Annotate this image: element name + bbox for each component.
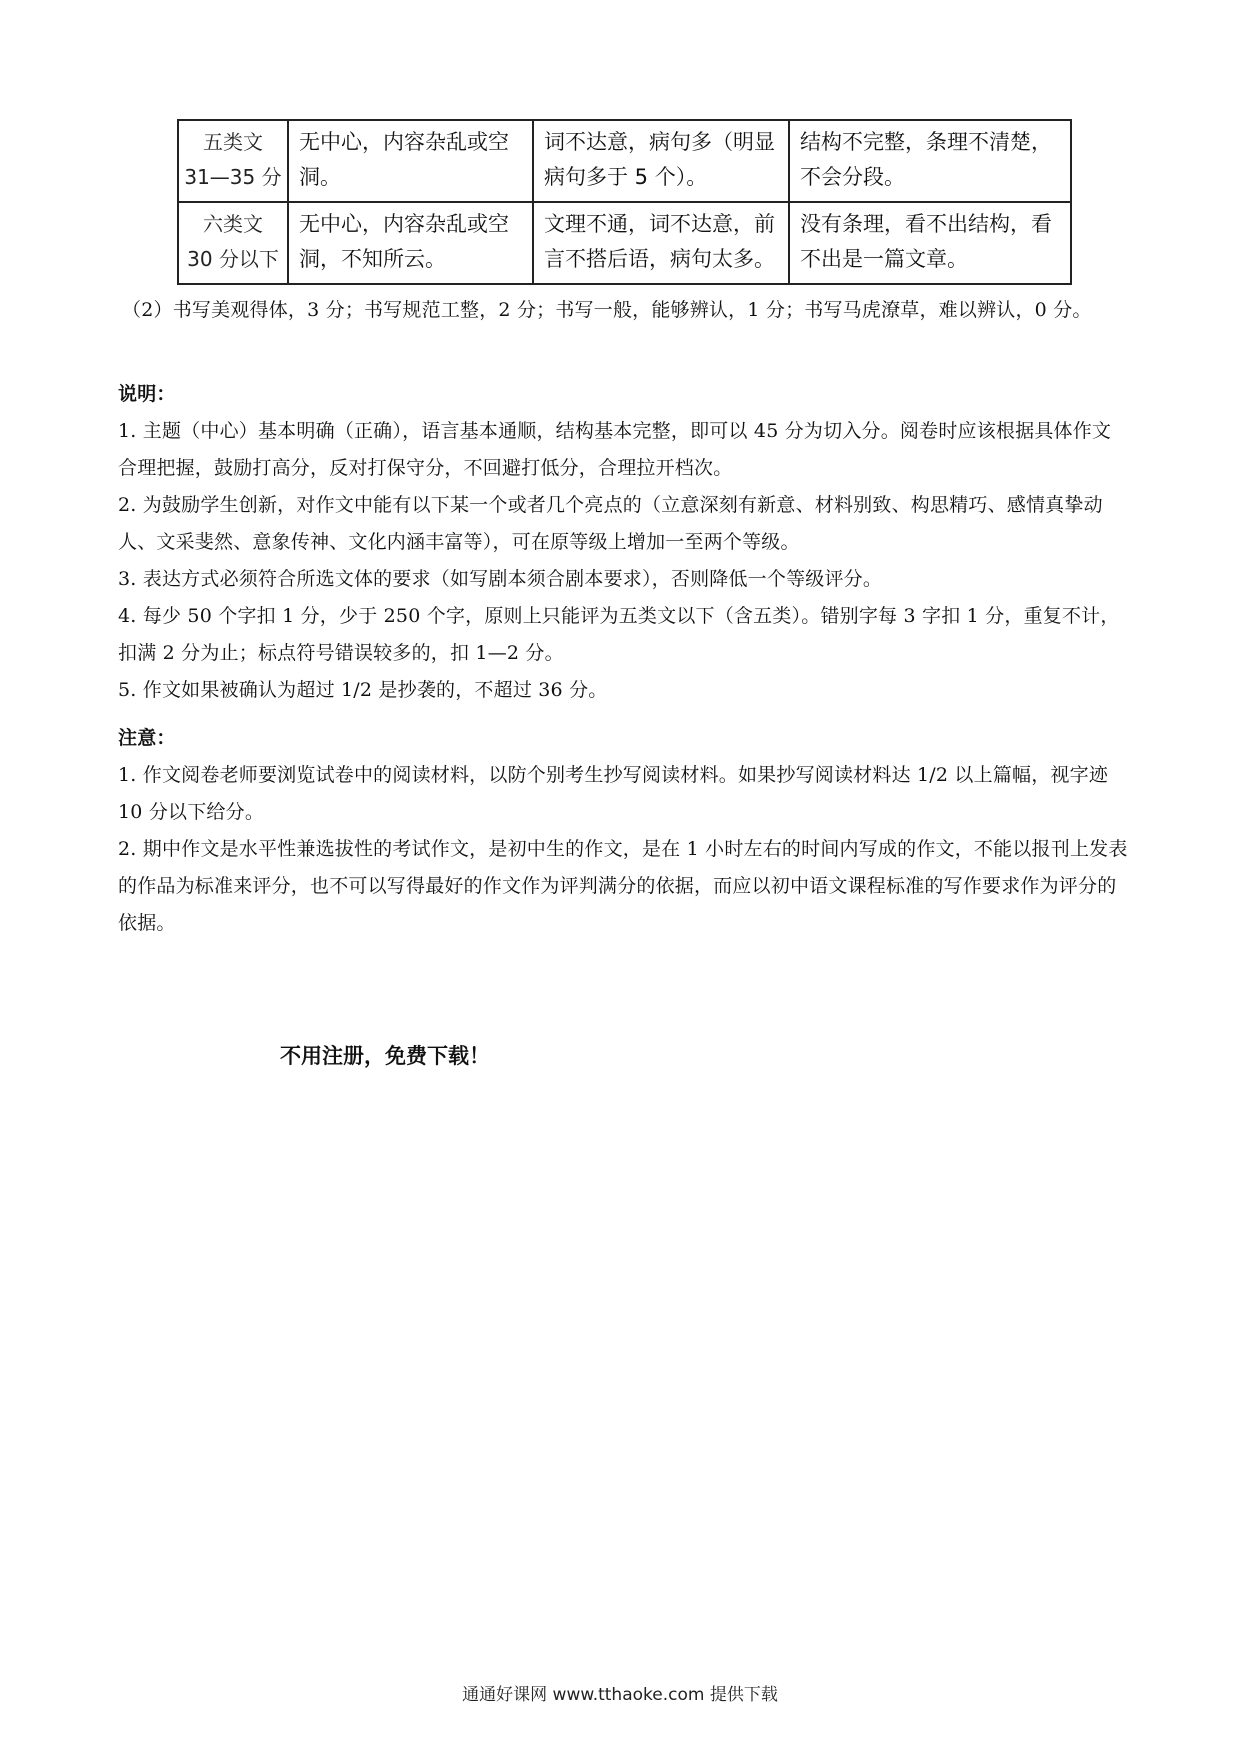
table-row — [178, 202, 1071, 284]
content-cell: 无中心，内容杂乱或空洞。 — [288, 120, 533, 202]
content-cell: 无中心，内容杂乱或空洞，不知所云。 — [288, 202, 533, 284]
free-download-notice: 不用注册，免费下载！ — [280, 1044, 490, 1068]
attention-item: 2. 期中作文是水平性兼选拔性的考试作文，是初中生的作文，是在 1 小时左右的时间内写成的作文，不能以报刊上发表的作品为标准来评分，也不可以写得最好的作文作为评判满分的依据，而应以初中语文课程标准的写作要求作为评分的依据。 — [118, 838, 1128, 934]
language-cell: 文理不通，词不达意，前言不搭后语，病句太多。 — [533, 202, 789, 284]
grade-score: 31—35 分 — [184, 165, 282, 189]
page-footer: 通通好课网 www.tthaoke.com 提供下载 — [462, 1685, 778, 1705]
notes-heading: 说明： — [118, 383, 176, 405]
grade-category-cell — [178, 120, 288, 202]
language-cell: 词不达意，病句多（明显病句多于 5 个）。 — [533, 120, 789, 202]
grade-category-cell — [178, 202, 288, 284]
note-item: 4. 每少 50 个字扣 1 分，少于 250 个字，原则上只能评为五类文以下（含五类）。错别字每 3 字扣 1 分，重复不计，扣满 2 分为止；标点符号错误较多的，扣 1—2 分。 — [118, 605, 1120, 664]
structure-cell: 没有条理，看不出结构，看不出是一篇文章。 — [789, 202, 1071, 284]
grade-category: 五类文 — [203, 130, 263, 154]
notes-section — [118, 376, 1130, 709]
handwriting-criteria: （2）书写美观得体，3 分；书写规范工整，2 分；书写一般，能够辨认，1 分；书写马虎潦草，难以辨认，0 分。 — [122, 299, 1092, 321]
attention-item: 1. 作文阅卷老师要浏览试卷中的阅读材料，以防个别考生抄写阅读材料。如果抄写阅读材料达 1/2 以上篇幅，视字迹 10 分以下给分。 — [118, 764, 1109, 823]
attention-heading: 注意： — [118, 727, 176, 749]
table-row — [178, 120, 1071, 202]
attention-section — [118, 720, 1130, 942]
grading-table — [177, 119, 1072, 285]
note-item: 3. 表达方式必须符合所选文体的要求（如写剧本须合剧本要求），否则降低一个等级评分。 — [118, 568, 883, 590]
note-item: 1. 主题（中心）基本明确（正确），语言基本通顺，结构基本完整，即可以 45 分为切入分。阅卷时应该根据具体作文合理把握，鼓励打高分，反对打保守分，不回避打低分，合理拉开档次。 — [118, 420, 1112, 479]
handwriting-section — [118, 292, 1130, 329]
note-item: 5. 作文如果被确认为超过 1/2 是抄袭的，不超过 36 分。 — [118, 679, 608, 701]
grade-score: 30 分以下 — [187, 247, 279, 271]
grade-category: 六类文 — [203, 212, 263, 236]
structure-cell: 结构不完整，条理不清楚，不会分段。 — [789, 120, 1071, 202]
note-item: 2. 为鼓励学生创新，对作文中能有以下某一个或者几个亮点的（立意深刻有新意、材料别致、构思精巧、感情真挚动人、文采斐然、意象传神、文化内涵丰富等），可在原等级上增加一至两个等级。 — [118, 494, 1103, 553]
